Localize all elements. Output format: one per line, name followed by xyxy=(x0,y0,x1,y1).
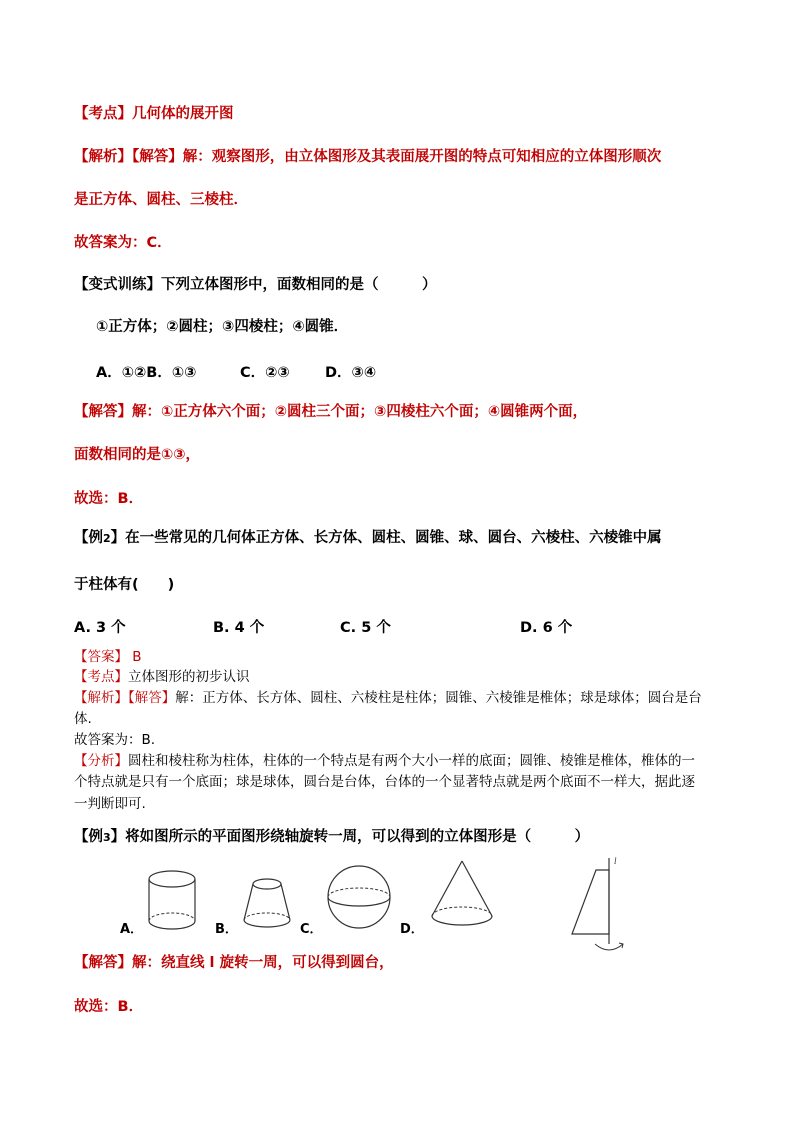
ex3-question xyxy=(74,827,589,848)
ex3-choose-prefix: 故选： xyxy=(74,999,118,1015)
ex3-question-text: 将如图所示的平面图形绕轴旋转一周，可以得到的立体图形是（ ） xyxy=(125,829,590,845)
kaodian-line-1 xyxy=(74,104,234,124)
jiexi-tag: 【解析】【解答】 xyxy=(74,149,183,165)
answer-suffix: ． xyxy=(157,235,172,251)
ex2-question-line-1 xyxy=(74,528,662,549)
ex3-choose-value: B xyxy=(117,999,129,1015)
ex2-daan xyxy=(74,648,142,667)
bianshi-jieda-line-1 xyxy=(74,402,587,422)
ex2-option-c: C. 5 个 xyxy=(340,620,391,636)
ex3-option-d-label: D． xyxy=(400,922,424,937)
ex3-choose xyxy=(74,997,143,1017)
bianshi-jieda-text-1: 解：①正方体六个面；②圆柱三个面；③四棱柱六个面；④圆锥两个面， xyxy=(132,404,588,420)
ex2-jiexi-line-1 xyxy=(74,689,702,708)
ex3-tag-close: 】 xyxy=(110,829,126,845)
bianshi-option-d: D．③④ xyxy=(325,365,377,381)
bianshi-option-c: C．②③ xyxy=(240,365,290,381)
bianshi-choose-prefix: 故选： xyxy=(74,491,118,507)
answer-prefix: 故答案为： xyxy=(74,235,147,251)
bianshi-tag: 【变式训练】 xyxy=(74,277,161,293)
ex2-kaodian-tag: 【考点】 xyxy=(74,669,128,685)
bianshi-option-ab: A．①②B．①③ xyxy=(96,365,197,381)
bianshi-jieda-line-2: 面数相同的是①③， xyxy=(74,447,201,463)
ex2-tag-open: 【例 xyxy=(74,530,103,546)
ex3-choose-suffix: ． xyxy=(128,999,144,1015)
ex2-fenxi-line-3: 一判断即可. xyxy=(74,796,146,812)
ex2-fenxi-text-1: 圆柱和棱柱称为柱体，柱体的一个特点是有两个大小一样的底面；圆锥、棱锥是椎体，椎体的一 xyxy=(128,753,695,769)
ex3-jieda-text: 解：绕直线 l 旋转一周，可以得到圆台， xyxy=(132,955,394,971)
ex2-tag-num: 2 xyxy=(103,532,111,545)
bianshi-choose-value: B xyxy=(117,491,129,507)
bianshi-choose-suffix: ． xyxy=(128,491,144,507)
trapezoid-shape xyxy=(572,870,609,934)
ex2-jiexi-line-2: 体. xyxy=(74,711,92,727)
ex2-question-text-1: 在一些常见的几何体正方体、长方体、圆柱、圆锥、球、圆台、六棱柱、六棱锥中属 xyxy=(125,530,662,546)
bianshi-question-text: 下列立体图形中，面数相同的是（ ） xyxy=(161,277,437,293)
ex2-option-b: B. 4 个 xyxy=(213,620,265,636)
bianshi-jieda-tag: 【解答】 xyxy=(74,404,132,420)
jiexi-line-1 xyxy=(74,147,661,167)
ex2-fenxi-line-2: 个特点就是只有一个底面；球是球体，圆台是台体，台体的一个显著特点就是两个底面不一样大，据此逐 xyxy=(74,774,695,790)
ex2-fenxi-tag: 【分析】 xyxy=(74,753,128,769)
ex3-tag-num: 3 xyxy=(103,831,111,844)
ex2-daan-tag: 【答案】 xyxy=(74,649,128,665)
ex2-question-line-2: 于柱体有( ) xyxy=(74,577,175,593)
ex2-jiexi-text-1: 解：正方体、长方体、圆柱、六棱柱是柱体；圆锥、六棱锥是椎体；球是球体；圆台是台 xyxy=(175,690,702,706)
trapezoid-axis-figure xyxy=(565,852,631,962)
ex2-daan-value: B xyxy=(132,649,142,665)
ex2-jiexi-tag: 【解析】【解答】 xyxy=(74,690,176,706)
ex2-fenxi-line-1 xyxy=(74,752,695,771)
ex2-tag-close: 】 xyxy=(110,530,126,546)
ex3-option-a-label: A． xyxy=(120,922,144,937)
ex3-option-b-label: B． xyxy=(215,922,238,937)
ex2-option-d: D. 6 个 xyxy=(520,620,573,636)
jiexi-line-2: 是正方体、圆柱、三棱柱． xyxy=(74,192,248,208)
ex2-kaodian xyxy=(74,668,250,687)
frustum-figure xyxy=(240,876,294,932)
jiexi-text-1: 解：观察图形，由立体图形及其表面展开图的特点可知相应的立体图形顺次 xyxy=(182,149,662,165)
answer-value: C xyxy=(146,235,158,251)
kaodian-tag: 【考点】 xyxy=(74,106,132,122)
cylinder-figure xyxy=(144,868,200,934)
sphere-figure xyxy=(324,862,394,932)
ex2-option-a: A. 3 个 xyxy=(74,620,126,636)
ex3-jieda-tag: 【解答】 xyxy=(74,955,132,971)
bianshi-question xyxy=(74,275,437,295)
ex2-kaodian-text: 立体图形的初步认识 xyxy=(128,669,250,685)
ex2-answer-line: 故答案为：B. xyxy=(74,732,156,748)
axis-label: l xyxy=(614,856,617,866)
ex3-tag-open: 【例 xyxy=(74,829,103,845)
answer-line-1 xyxy=(74,233,172,253)
rotation-arrow xyxy=(595,944,623,950)
bianshi-choose xyxy=(74,489,143,509)
ex3-jieda xyxy=(74,953,394,973)
cone-figure xyxy=(428,858,496,932)
bianshi-items: ①正方体；②圆柱；③四棱柱；④圆锥． xyxy=(96,319,349,335)
ex3-option-c-label: C． xyxy=(300,922,323,937)
kaodian-text: 几何体的展开图 xyxy=(132,106,234,122)
